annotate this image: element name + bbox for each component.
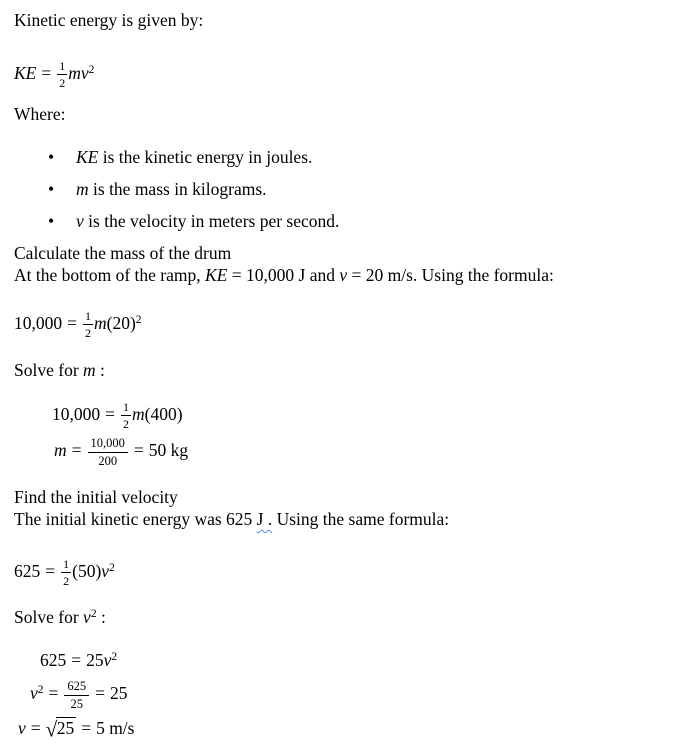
fraction-denominator: 2 <box>63 574 70 588</box>
square-root-icon: √ <box>45 717 56 742</box>
statement-part1: At the bottom of the ramp, <box>14 265 206 285</box>
solve-for-v-label <box>14 603 670 628</box>
mass-var: m <box>54 440 67 460</box>
velocity-var: v <box>30 683 38 703</box>
equals-sign: = <box>95 683 106 703</box>
term-velocity: v <box>76 211 84 231</box>
eq-lhs: 625 <box>14 561 41 581</box>
list-item-ke <box>14 146 670 168</box>
statement-part2: = 10,000 J and <box>227 265 340 285</box>
fraction-numerator: 625 <box>64 679 89 696</box>
mass-problem-statement <box>14 264 670 286</box>
solve-prefix: Solve for <box>14 360 84 380</box>
equals-sign: = <box>71 650 82 670</box>
equals-sign: = <box>105 404 115 424</box>
term-ke: KE <box>76 147 99 167</box>
fraction-numerator: 1 <box>59 59 66 73</box>
eq-ke-mass-var: m <box>68 63 81 83</box>
velocity-result-value: 5 m/s <box>96 718 135 738</box>
fraction-denominator: 2 <box>85 326 91 340</box>
statement-part3: = 20 m/s. Using the formula: <box>347 265 554 285</box>
solve-suffix: : <box>95 360 105 380</box>
exponent: 2 <box>37 684 44 696</box>
bullet-icon: • <box>48 147 55 167</box>
fraction-625-over-25 <box>64 679 89 712</box>
definition-ke: is the kinetic energy in joules. <box>98 147 313 167</box>
paren-value: (400) <box>144 404 183 424</box>
section-heading-mass: Calculate the mass of the drum <box>14 243 232 263</box>
equals-sign: = <box>133 440 144 460</box>
fraction-numerator: 10,000 <box>88 436 128 453</box>
equals-sign: = <box>41 63 52 83</box>
equation-v-squared-result <box>14 673 670 712</box>
eq-ke-velocity-var: v <box>80 63 89 83</box>
equation-mass-expanded <box>14 397 670 431</box>
fraction-numerator: 1 <box>85 309 91 323</box>
v-squared-value: 25 <box>110 683 128 703</box>
definition-mass: is the mass in kilograms. <box>88 179 267 199</box>
fraction-one-half <box>57 59 67 90</box>
eq-lhs: 10,000 <box>52 404 101 424</box>
equation-mass-setup <box>14 303 670 340</box>
mass-var: m <box>94 313 107 333</box>
exponent: 2 <box>135 314 142 326</box>
exponent: 2 <box>109 562 115 574</box>
equals-sign: = <box>67 313 77 333</box>
bullet-icon: • <box>48 211 55 231</box>
exponent: 2 <box>88 64 95 76</box>
fraction-denominator: 200 <box>98 454 118 468</box>
paren-value: (50) <box>72 561 102 581</box>
mass-var: m <box>83 360 96 380</box>
intro-line: Kinetic energy is given by: <box>14 10 204 30</box>
exponent: 2 <box>90 608 97 620</box>
paren-value: (20) <box>106 313 136 333</box>
equation-kinetic-energy <box>14 53 670 90</box>
equals-sign: = <box>30 718 41 738</box>
radicand: 25 <box>56 718 75 738</box>
equals-sign: = <box>45 561 56 581</box>
equation-v-squared <box>14 644 670 673</box>
fraction-one-half <box>61 557 71 588</box>
fraction-numerator: 1 <box>63 557 70 571</box>
term-mass: m <box>76 179 89 199</box>
where-label: Where: <box>14 104 66 124</box>
velocity-var: v <box>103 650 112 670</box>
fraction-denominator: 25 <box>70 697 84 711</box>
definitions-list <box>14 146 670 232</box>
bullet-icon: • <box>48 179 55 199</box>
grammar-flagged-text[interactable]: J . <box>256 509 273 529</box>
fraction-10000-over-200 <box>88 436 128 469</box>
statement-part2: Using the same formula: <box>272 509 450 529</box>
section-heading-velocity: Find the initial velocity <box>14 487 178 507</box>
fraction-numerator: 1 <box>123 400 129 414</box>
solve-for-m-label <box>14 359 670 381</box>
equals-sign: = <box>81 718 92 738</box>
coefficient: 25 <box>86 650 104 670</box>
fraction-denominator: 2 <box>123 417 129 431</box>
statement-part1: The initial kinetic energy was 625 <box>14 509 257 529</box>
eq-ke-lhs: KE <box>14 63 37 83</box>
exponent: 2 <box>111 651 118 663</box>
list-item-velocity <box>14 210 670 232</box>
equation-velocity-setup <box>14 551 670 588</box>
mass-result-value: 50 kg <box>148 440 189 460</box>
solve-prefix: Solve for <box>14 607 84 627</box>
mass-var: m <box>132 404 145 424</box>
velocity-var: v <box>83 607 91 627</box>
equation-velocity-final <box>14 714 670 744</box>
equation-mass-result <box>14 433 670 469</box>
solve-suffix: : <box>96 607 106 627</box>
eq-lhs: 625 <box>40 650 67 670</box>
fraction-one-half <box>83 309 93 340</box>
velocity-var: v <box>18 718 26 738</box>
eq-lhs: 10,000 <box>14 313 63 333</box>
velocity-problem-statement <box>14 508 670 530</box>
fraction-one-half <box>121 400 131 431</box>
v-var: v <box>339 265 348 285</box>
ke-var: KE <box>205 265 228 285</box>
definition-velocity: is the velocity in meters per second. <box>83 211 340 231</box>
list-item-mass <box>14 178 670 200</box>
velocity-var: v <box>101 561 110 581</box>
fraction-denominator: 2 <box>59 76 66 90</box>
equals-sign: = <box>48 683 59 703</box>
equals-sign: = <box>71 440 82 460</box>
